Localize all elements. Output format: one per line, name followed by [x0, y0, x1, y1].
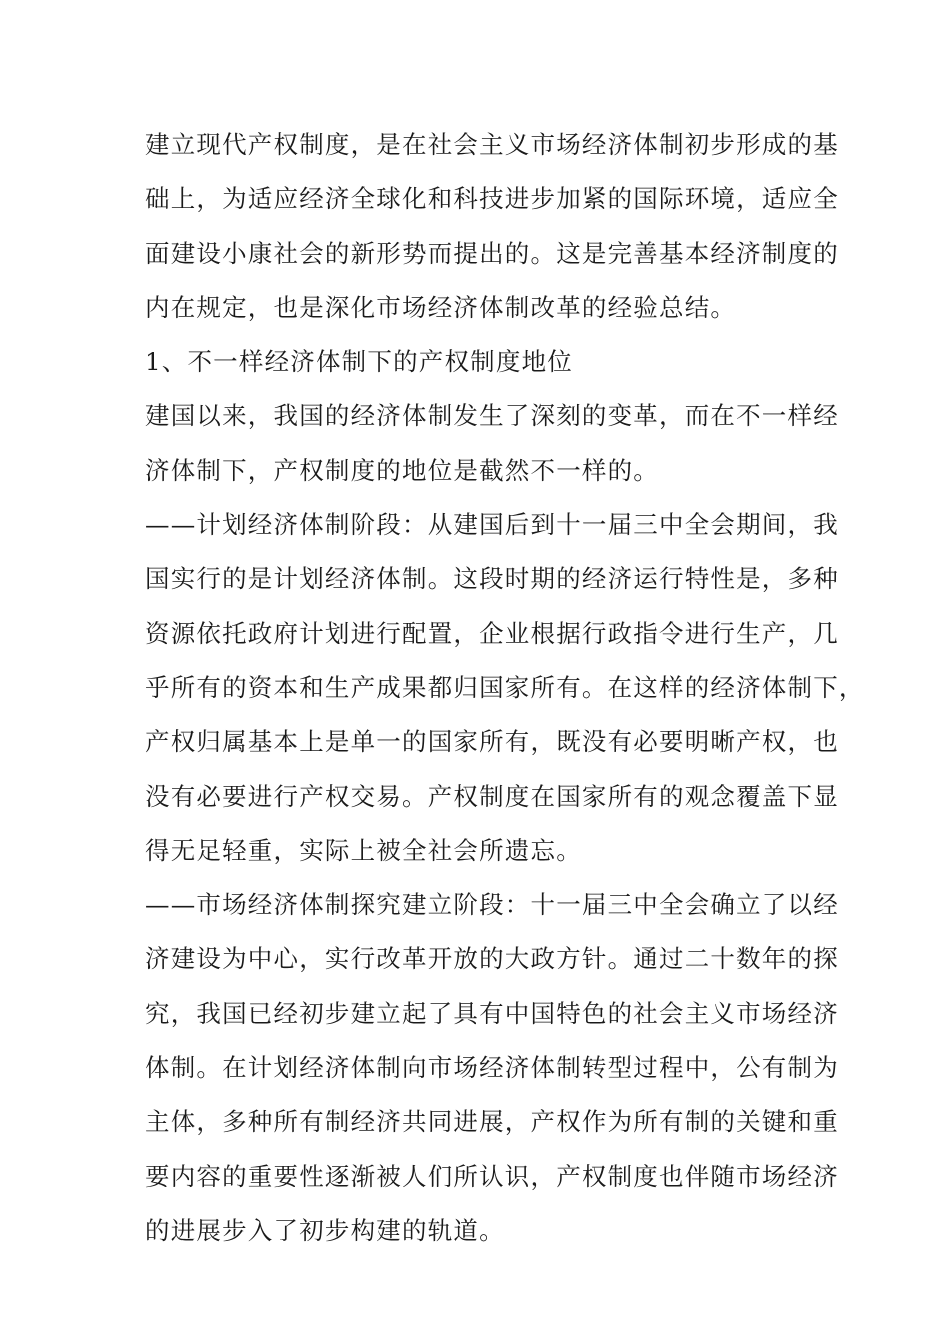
text-line: 体制。在计划经济体制向市场经济体制转型过程中，公有制为 — [145, 1053, 839, 1083]
text-line: 没有必要进行产权交易。产权制度在国家所有的观念覆盖下显 — [145, 781, 839, 811]
text-line: 主体，多种所有制经济共同进展，产权作为所有制的关键和重 — [145, 1107, 839, 1137]
text-line: 济体制下，产权制度的地位是截然不一样的。 — [145, 455, 659, 485]
text-line: 产权归属基本上是单一的国家所有，既没有必要明晰产权，也 — [145, 727, 839, 757]
text-line: 乎所有的资本和生产成果都归国家所有。在这样的经济体制下， — [145, 672, 865, 702]
text-line: ——市场经济体制探究建立阶段：十一届三中全会确立了以经 — [145, 890, 839, 920]
body-text — [145, 118, 865, 1258]
text-line: 的进展步入了初步构建的轨道。 — [145, 1215, 505, 1245]
section-heading: 1、不一样经济体制下的产权制度地位 — [145, 347, 573, 377]
text-line: 究，我国已经初步建立起了具有中国特色的社会主义市场经济 — [145, 998, 839, 1028]
text-line: 国实行的是计划经济体制。这段时期的经济运行特性是，多种 — [145, 564, 839, 594]
text-line: 内在规定，也是深化市场经济体制改革的经验总结。 — [145, 292, 737, 322]
text-line: 础上，为适应经济全球化和科技进步加紧的国际环境，适应全 — [145, 184, 839, 214]
text-line: 建国以来，我国的经济体制发生了深刻的变革，而在不一样经 — [145, 401, 839, 431]
text-line: 得无足轻重，实际上被全社会所遗忘。 — [145, 835, 582, 865]
text-line: 要内容的重要性逐渐被人们所认识，产权制度也伴随市场经济 — [145, 1161, 839, 1191]
text-line: 资源依托政府计划进行配置，企业根据行政指令进行生产，几 — [145, 618, 839, 648]
text-line: 济建设为中心，实行改革开放的大政方针。通过二十数年的探 — [145, 944, 839, 974]
text-line: 建立现代产权制度，是在社会主义市场经济体制初步形成的基 — [145, 130, 839, 159]
text-line: ——计划经济体制阶段：从建国后到十一届三中全会期间，我 — [145, 510, 839, 540]
text-line: 面建设小康社会的新形势而提出的。这是完善基本经济制度的 — [145, 238, 839, 268]
